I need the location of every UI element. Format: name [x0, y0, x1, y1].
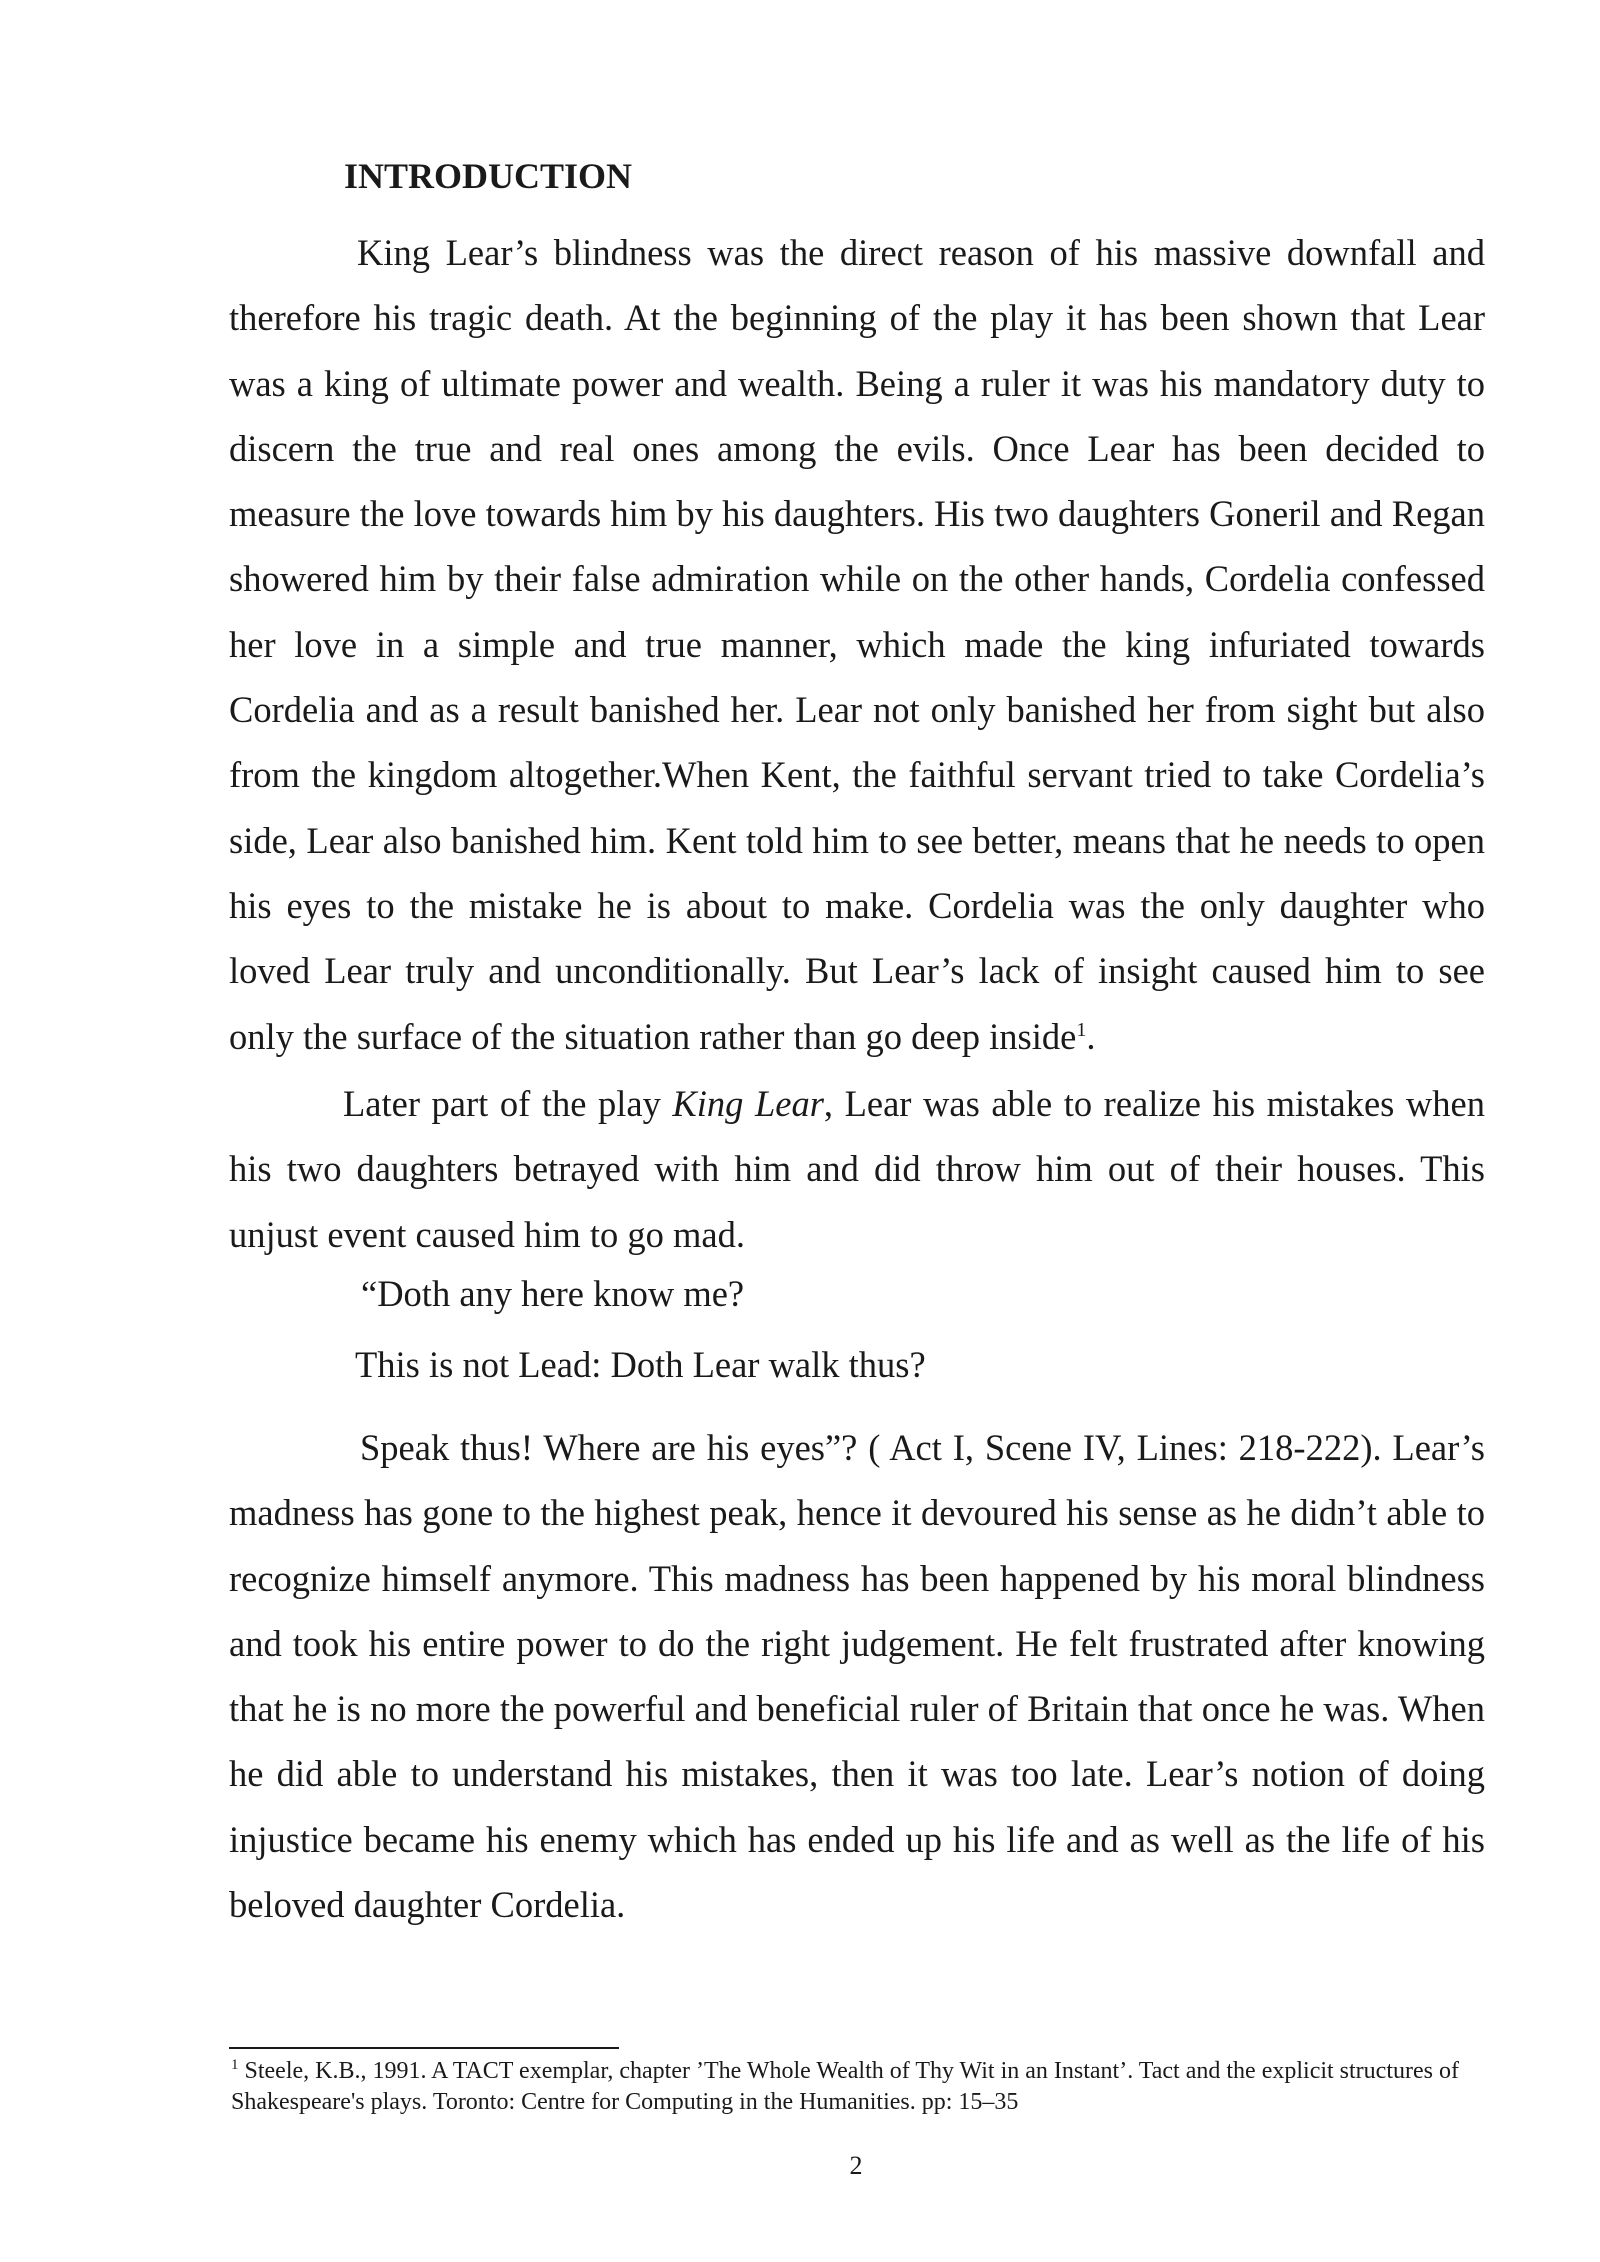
paragraph-2-rest: , Lear was able to realize his mistakes when his two daughters betrayed with him and did throw him out of their houses. This unjust event caused him to go mad. [229, 1083, 1485, 1255]
play-title-italic: King Lear [672, 1083, 824, 1124]
footnote-number: 1 [231, 2057, 239, 2073]
paragraph-2-start: Later part of the play [343, 1083, 673, 1124]
quote-line-1: “Doth any here know me? [361, 1273, 745, 1314]
paragraph-1-end: . [1086, 1015, 1096, 1057]
paragraph-3: Speak thus! Where are his eyes”? ( Act I, Scene IV, Lines: 218-222). Lear’s madness has gone to the highest peak, hence it devoured his sense as he didn’t able to recognize himself anymore. This madness has been happened by his moral blindness and took his entire power to do the right judgement. He felt frustrated after knowing that he is no more the powerful and beneficial ruler of Britain that once he was. When he did able to understand his mistakes, then it was too late. Lear’s notion of doing injustice became his enemy which has ended up his life and as well as the life of his beloved daughter Cordelia. [229, 1427, 1485, 1926]
footnote-text: Steele, K.B., 1991. A TACT exemplar, chapter ’The Whole Wealth of Thy Wit in an Instant’. Tact and the explicit structures of Shakespeare's plays. Toronto: Centre for Computing in the Humanities. pp: 15–35 [231, 2058, 1459, 2115]
footnote-reference[interactable]: 1 [1076, 1018, 1087, 1041]
section-heading: INTRODUCTION [344, 156, 633, 196]
page-number: 2 [849, 2151, 863, 2180]
quote-line-2: This is not Lead: Doth Lear walk thus? [355, 1344, 926, 1385]
paragraph-1-text: King Lear’s blindness was the direct reason of his massive downfall and therefore his tragic death. At the beginning of the play it has been shown that Lear was a king of ultimate power and wealth. Being a ruler it was his mandatory duty to discern the true and real ones among the evils. Once Lear has been decided to measure the love towards him by his daughters. His two daughters Goneril and Regan showered him by their false admiration while on the other hands, Cordelia confessed her love in a simple and true manner, which made the king infuriated towards Cordelia and as a result banished her. Lear not only banished her from sight but also from the kingdom altogether.When Kent, the faithful servant tried to take Cordelia’s side, Lear also banished him. Kent told him to see better, means that he needs to open his eyes to the mistake he is about to make. Cordelia was the only daughter who loved Lear truly and unconditionally. But Lear’s lack of insight caused him to see only the surface of the situation rather than go deep inside [229, 232, 1485, 1057]
